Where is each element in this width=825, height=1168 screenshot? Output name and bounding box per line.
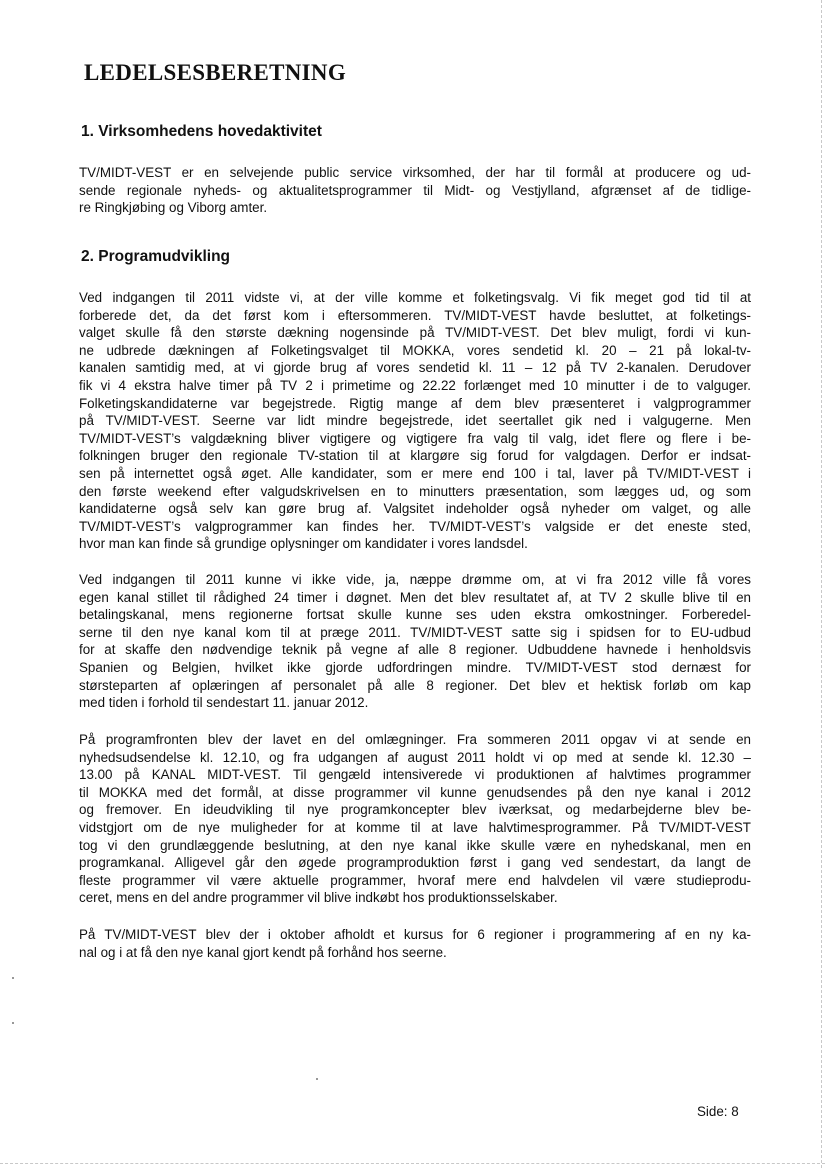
text-line: til MOKKA med det formål, at disse programmer vil kunne genudsendes på den nye kanal i 2012 xyxy=(79,784,751,800)
paragraph xyxy=(79,289,751,553)
text-line: Spanien og Belgien, hvilket ikke gjorde udfordringen mindre. TV/MIDT-VEST stod dernæst for xyxy=(79,659,751,675)
text-line: sen på internettet også øget. Alle kandidater, som er mere end 100 i tal, laver på TV/MIDT-VEST i xyxy=(79,465,751,481)
text-line: re Ringkjøbing og Viborg amter. xyxy=(79,200,268,216)
text-line: 13.00 på KANAL MIDT-VEST. Til gengæld intensiverede vi produktionen af halvtimes programmer xyxy=(79,767,751,783)
text-line: På programfronten blev der lavet en del omlægninger. Fra sommeren 2011 opgav vi at sende en xyxy=(79,732,751,747)
text-line: TV/MIDT-VEST er en selvejende public service virksomhed, der har til formål at producere og ud- xyxy=(79,165,751,180)
text-line: nyhedsudsendelse kl. 12.10, og fra udgangen af august 2011 holdt vi op med at sende kl. 12.30 – xyxy=(79,749,751,765)
scan-speck xyxy=(12,1022,14,1024)
text-line: forberede det, da det først kom i eftersommeren. TV/MIDT-VEST havde besluttet, at folketings- xyxy=(79,307,751,323)
text-line: egen kanal stillet til rådighed 24 timer i døgnet. Men det blev resultatet af, at TV 2 skulle blive til en xyxy=(79,589,751,605)
paragraph xyxy=(79,926,751,961)
text-line: På TV/MIDT-VEST blev der i oktober afholdt et kursus for 6 regioner i programmering af en ny ka- xyxy=(79,927,751,942)
text-line: vidstgjort om de nye muligheder for at komme til at lave halvtimesprogrammer. På TV/MIDT-VEST xyxy=(79,819,751,835)
text-line: valget skulle få den største dækning nogensinde på TV/MIDT-VEST. Det blev muligt, fordi vi kun- xyxy=(79,325,751,341)
scan-edge-right xyxy=(820,0,822,1168)
text-line: hvor man kan finde så grundige oplysninger om kandidater i vores landsdel. xyxy=(79,536,528,552)
text-line: ne udbrede dækningen af Folketingsvalget til MOKKA, vores sendetid kl. 20 – 21 på lokal-tv- xyxy=(79,342,751,358)
text-line: den første weekend efter valgudskrivelsen en to minutters præsentation, som lægges ud, og som xyxy=(79,483,751,499)
page-number: Side: 8 xyxy=(697,1104,739,1119)
text-line: nal og i at få den nye kanal gjort kendt på forhånd hos seerne. xyxy=(79,944,447,960)
text-line: og fremover. En ideudvikling til nye programkoncepter blev iværksat, og medarbejderne blev be- xyxy=(79,802,751,818)
text-line: sende regionale nyheds- og aktualitetsprogrammer til Midt- og Vestjylland, afgrænset af de tidlige- xyxy=(79,182,751,198)
section-heading-1: 1. Virksomhedens hovedaktivitet xyxy=(81,123,322,140)
text-line: på TV/MIDT-VEST. Seerne var lidt mindre begejstrede, idet seertallet gik ned i valgugerne. Men xyxy=(79,413,751,429)
text-line: programkanal. Alligevel går den øgede programproduktion først i gang ved sendestart, da langt de xyxy=(79,855,751,871)
text-line: for at skaffe den nødvendige teknik på vegne af alle 8 regioner. Udbuddene havnede i henholdsvis xyxy=(79,642,751,658)
text-line: kandidaterne også selv kan gøre brug af. Valgsitet indeholder også nyheder om valget, og alle xyxy=(79,501,751,517)
text-line: Ved indgangen til 2011 kunne vi ikke vide, ja, næppe drømme om, at vi fra 2012 ville få vores xyxy=(79,572,751,587)
text-line: folkningen bruger den regionale TV-station til at klargøre sig forud for valgdagen. Derfor er indsat- xyxy=(79,448,751,464)
text-line: fleste programmer vil være aktuelle programmer, hvoraf mere end halvdelen vil være studieprodu- xyxy=(79,872,751,888)
text-line: ceret, mens en del andre programmer vil blive indkøbt hos produktionsselskaber. xyxy=(79,890,558,906)
text-line: Folketingskandidaterne var begejstrede. Rigtig mange af dem blev præsenteret i valgprogrammer xyxy=(79,395,751,411)
paragraph xyxy=(79,731,751,907)
page-title: LEDELSESBERETNING xyxy=(84,60,347,85)
text-line: TV/MIDT-VEST’s valgdækning bliver vigtigere og vigtigere fra valg til valg, idet flere og flere i be- xyxy=(79,430,751,446)
text-line: fik vi 4 ekstra halve timer på TV 2 i primetime og 22.22 forlænget med 10 minutter i de to valguger. xyxy=(79,377,751,393)
text-line: TV/MIDT-VEST’s valgprogrammer kan findes her. TV/MIDT-VEST’s valgside er det eneste sted, xyxy=(79,518,751,534)
scan-speck xyxy=(316,1078,318,1080)
text-line: serne til den nye kanal kom til at præge 2011. TV/MIDT-VEST satte sig i spidsen for to EU-udbud xyxy=(79,624,751,640)
text-line: tog vi den grundlæggende beslutning, at den nye kanal ikke skulle være en nyhedskanal, men en xyxy=(79,837,751,853)
section-heading-2: 2. Programudvikling xyxy=(81,248,231,265)
text-line: med tiden i forhold til sendestart 11. januar 2012. xyxy=(79,695,369,711)
text-line: Ved indgangen til 2011 vidste vi, at der ville komme et folketingsvalg. Vi fik meget god tid til at xyxy=(79,290,751,305)
paragraph xyxy=(79,571,751,712)
scan-edge-bottom xyxy=(0,1162,825,1164)
text-line: kanalen samtidig med, at vi gjorde brug af vores sendetid kl. 11 – 12 på TV 2-kanalen. Derudover xyxy=(79,360,751,376)
text-line: størsteparten af oplæringen af personalet på alle 8 regioner. Det blev et hektisk forløb om kap xyxy=(79,677,751,693)
text-line: betalingskanal, mens regionerne fortsat skulle kunne ses uden ekstra omkostninger. Forberedel- xyxy=(79,607,751,623)
paragraph xyxy=(79,164,751,217)
scan-speck xyxy=(12,977,14,979)
